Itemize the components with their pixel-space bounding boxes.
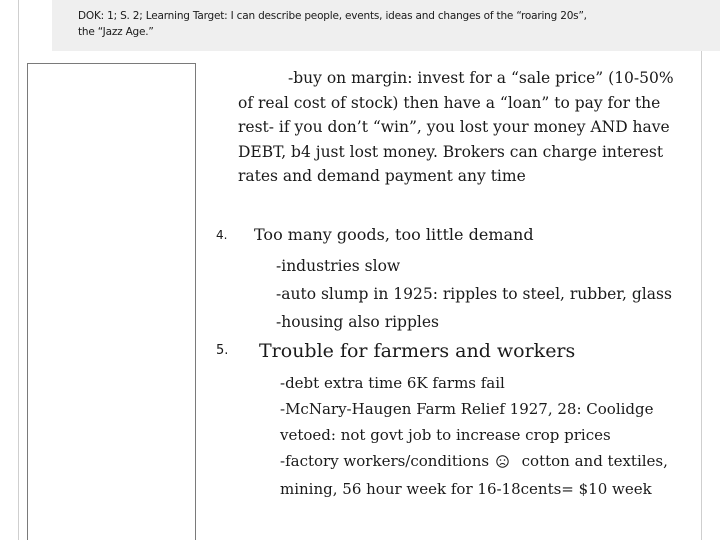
frown-icon: [496, 450, 509, 476]
image-placeholder-box: [27, 63, 196, 540]
factory-detail-text: -factory workers/conditions: [280, 452, 490, 470]
item-5-detail-coolidge-veto: vetoed: not govt job to increase crop prices: [280, 426, 611, 444]
item-5-heading: Trouble for farmers and workers: [259, 340, 576, 362]
learning-target-header: [78, 8, 708, 40]
item-4-detail: -housing also ripples: [276, 313, 439, 331]
item-4-detail: -industries slow: [276, 257, 401, 275]
item-5-number: 5.: [216, 343, 229, 358]
item-4-details: [276, 252, 676, 336]
right-frame-line: [701, 51, 702, 540]
item-5-detail-debt: -debt extra time 6K farms fail: [280, 374, 505, 392]
item-5-detail-mcnary-haugen: -McNary-Haugen Farm Relief 1927, 28: Coolidge: [280, 400, 654, 418]
item-4-heading: Too many goods, too little demand: [254, 225, 534, 244]
item-4-detail: -auto slump in 1925: ripples to steel, rubber, glass: [276, 285, 672, 303]
header-line-1: DOK: 1; S. 2; Learning Target: I can describe people, events, ideas and changes of the “roaring 20s”,: [78, 10, 587, 22]
left-frame-line: [18, 0, 19, 540]
buy-on-margin-paragraph: -buy on margin: invest for a “sale price” (10-50% of real cost of stock) then have a “loan” to pay for the rest- if you don’t “win”, you lost your money AND have DEBT, b4 just lost money. Brokers can charge interest rates and demand payment any time: [238, 69, 674, 185]
item-5-detail-mining: mining, 56 hour week for 16-18cents= $10 week: [280, 480, 652, 498]
item-5-details: [280, 370, 680, 502]
item-4-number: 4.: [216, 228, 228, 242]
header-line-2: the “Jazz Age.”: [78, 26, 154, 38]
item-5-detail-factory: [280, 448, 680, 476]
factory-detail-text-cont: cotton and textiles,: [521, 452, 668, 470]
